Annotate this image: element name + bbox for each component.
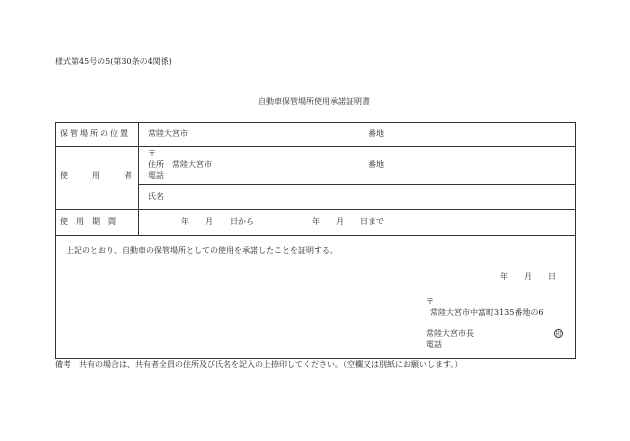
user-label: 使 用 者: [60, 171, 132, 180]
certification-statement: 上記のとおり、自動車の保管場所としての使用を承諾したことを証明する。: [66, 246, 338, 255]
form-title: 自動車保管場所使用承諾証明書: [258, 97, 370, 106]
period-to-month: 月: [336, 217, 344, 226]
period-to-day: 日まで: [360, 217, 384, 226]
period-label: 使 用 期 間: [60, 217, 116, 226]
certification-date-year: 年: [500, 272, 508, 281]
form-number: 様式第45号の5(第30条の4関係): [55, 57, 172, 66]
certification-date-day: 日: [548, 272, 556, 281]
period-from-year: 年: [181, 217, 189, 226]
location-label: 保管場所の位置: [60, 129, 130, 138]
user-address-label: 住所: [148, 160, 164, 169]
location-banchi: 番地: [368, 129, 384, 138]
issuer-mayor: 常陸大宮市長: [426, 329, 474, 338]
user-name-label: 氏名: [148, 192, 164, 201]
issuer-address: 常陸大宮市中富町3135番地の6: [430, 308, 544, 317]
period-to-year: 年: [312, 217, 320, 226]
location-city: 常陸大宮市: [148, 129, 188, 138]
remarks-note: 備考 共有の場合は、共有者全員の住所及び氏名を記入の上捺印してください。（空欄又は別紙にお願いします。）: [55, 360, 463, 369]
certification-date-month: 月: [524, 272, 532, 281]
issuer-phone-label: 電話: [426, 340, 442, 349]
period-from-day: 日から: [230, 217, 254, 226]
user-banchi: 番地: [368, 160, 384, 169]
issuer-postal-mark: 〒: [426, 297, 434, 306]
seal-mark: 印: [555, 331, 562, 338]
user-phone-label: 電話: [148, 171, 164, 180]
period-from-month: 月: [205, 217, 213, 226]
user-postal-mark: 〒: [148, 149, 156, 158]
user-address-city: 常陸大宮市: [172, 160, 212, 169]
